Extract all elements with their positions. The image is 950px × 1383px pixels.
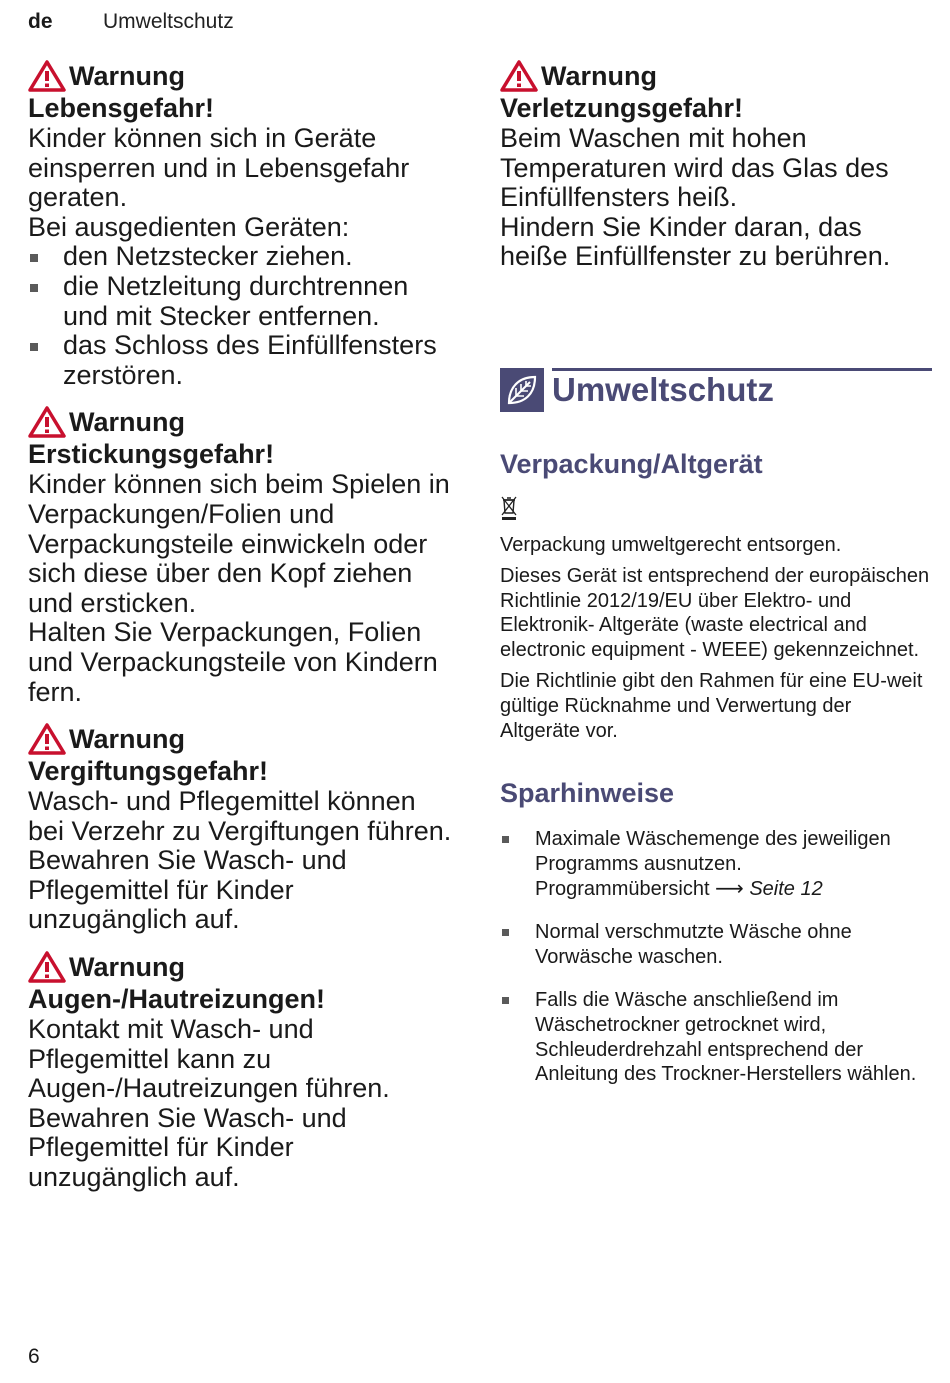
- warning-text: Hindern Sie Kinder daran, das heiße Einfüllfenster zu berühren.: [500, 211, 891, 272]
- warning-text: Kinder können sich in Geräte einsperren und in Lebensgefahr geraten.: [28, 123, 410, 213]
- warning-triangle-icon: [500, 60, 538, 92]
- warning-text: Halten Sie Verpackungen, Folien und Verpackungsteile von Kindern fern.: [28, 617, 438, 707]
- subheading-packaging: Verpackung/Altgerät: [500, 448, 763, 479]
- warning-triangle-icon: [28, 406, 66, 438]
- bullet-square-icon: [502, 997, 509, 1004]
- warning-text: Kinder können sich beim Spielen in Verpackungen/Folien und Verpackungsteile einwickeln oder sich diese über den Kopf ziehen und ersticken.: [28, 469, 450, 618]
- bullet-square-icon: [30, 254, 38, 262]
- warning-triangle-icon: [28, 60, 66, 92]
- cross-reference-label: Programmübersicht: [535, 877, 710, 900]
- warning-life-danger: [28, 60, 458, 390]
- warning-text: Bewahren Sie Wasch- und Pflegemittel für Kinder unzugänglich auf.: [28, 1102, 347, 1193]
- list-item: den Netzstecker ziehen.: [28, 242, 458, 272]
- warning-triangle-icon: [28, 723, 66, 755]
- list-item: das Schloss des Einfüllfensters zerstören.: [28, 331, 458, 390]
- bullet-square-icon: [502, 836, 509, 843]
- paragraph: Die Richtlinie gibt den Rahmen für eine EU-weit gültige Rücknahme und Verwertung der Altgeräte vor.: [500, 669, 923, 742]
- list-item: Maximale Wäschemenge des jeweiligen Programms ausnutzen. Programmübersicht ⟶ Seite 12: [500, 827, 932, 901]
- saving-tips-list: [500, 827, 932, 1086]
- header-section-title: Umweltschutz: [103, 10, 234, 33]
- leaf-icon: [500, 368, 544, 412]
- bullet-square-icon: [30, 284, 38, 292]
- warning-label: Warnung: [69, 952, 185, 983]
- warning-label: Warnung: [69, 61, 185, 91]
- section-heading-environment: [500, 368, 932, 418]
- warning-label: Warnung: [541, 61, 657, 91]
- list-item: Falls die Wäsche anschließend im Wäschetrockner getrocknet wird, Schleuderdrehzahl entsprechend der Anleitung des Trockner-Herstellers wählen.: [500, 988, 932, 1086]
- list-item: die Netzleitung durchtrennen und mit Stecker entfernen.: [28, 272, 458, 331]
- warning-title: Augen-/Hautreizungen!: [28, 984, 325, 1015]
- page-reference-link[interactable]: Seite 12: [749, 877, 823, 900]
- bullet-square-icon: [502, 929, 509, 936]
- left-column: [28, 60, 458, 1209]
- warning-poisoning: [28, 723, 458, 935]
- bullet-square-icon: [30, 343, 38, 351]
- warning-text: Beim Waschen mit hohen Temperaturen wird das Glas des Einfüllfensters heiß.: [500, 123, 889, 213]
- paragraph: Verpackung umweltgerecht entsorgen.: [500, 533, 842, 556]
- warning-title: Erstickungsgefahr!: [28, 439, 275, 470]
- warning-bullet-list: [28, 242, 458, 390]
- warning-label: Warnung: [69, 407, 185, 438]
- section-title: Umweltschutz: [552, 370, 774, 408]
- page-number: 6: [28, 1345, 40, 1368]
- warning-irritation: [28, 951, 458, 1193]
- arrow-right-icon: ⟶: [715, 877, 744, 900]
- warning-text: Kontakt mit Wasch- und Pflegemittel kann zu Augen-/Hautreizungen führen.: [28, 1014, 390, 1104]
- subheading-saving-tips: Sparhinweise: [500, 778, 675, 809]
- warning-suffocation: [28, 406, 458, 707]
- language-code: de: [28, 10, 53, 33]
- warning-triangle-icon: [28, 951, 66, 983]
- warning-text: Bei ausgedienten Geräten:: [28, 211, 350, 242]
- warning-label: Warnung: [69, 724, 185, 755]
- warning-text: Wasch- und Pflegemittel können bei Verzehr zu Vergiftungen führen.: [28, 786, 452, 846]
- warning-text: Bewahren Sie Wasch- und Pflegemittel für Kinder unzugänglich auf.: [28, 845, 347, 935]
- warning-title: Lebensgefahr!: [28, 93, 215, 123]
- warning-title: Verletzungsgefahr!: [500, 93, 744, 123]
- page-header: [28, 10, 234, 34]
- paragraph: Dieses Gerät ist entsprechend der europäischen Richtlinie 2012/19/EU über Elektro- und Elektronik- Altgeräte (waste electrical and electronic equipment - WEEE) gekennzeichnet.: [500, 564, 930, 662]
- warning-injury: [500, 60, 932, 272]
- right-column: [500, 60, 932, 1106]
- warning-title: Vergiftungsgefahr!: [28, 756, 269, 787]
- crossed-bin-icon: [500, 494, 518, 520]
- list-item: Normal verschmutzte Wäsche ohne Vorwäsche waschen.: [500, 920, 932, 969]
